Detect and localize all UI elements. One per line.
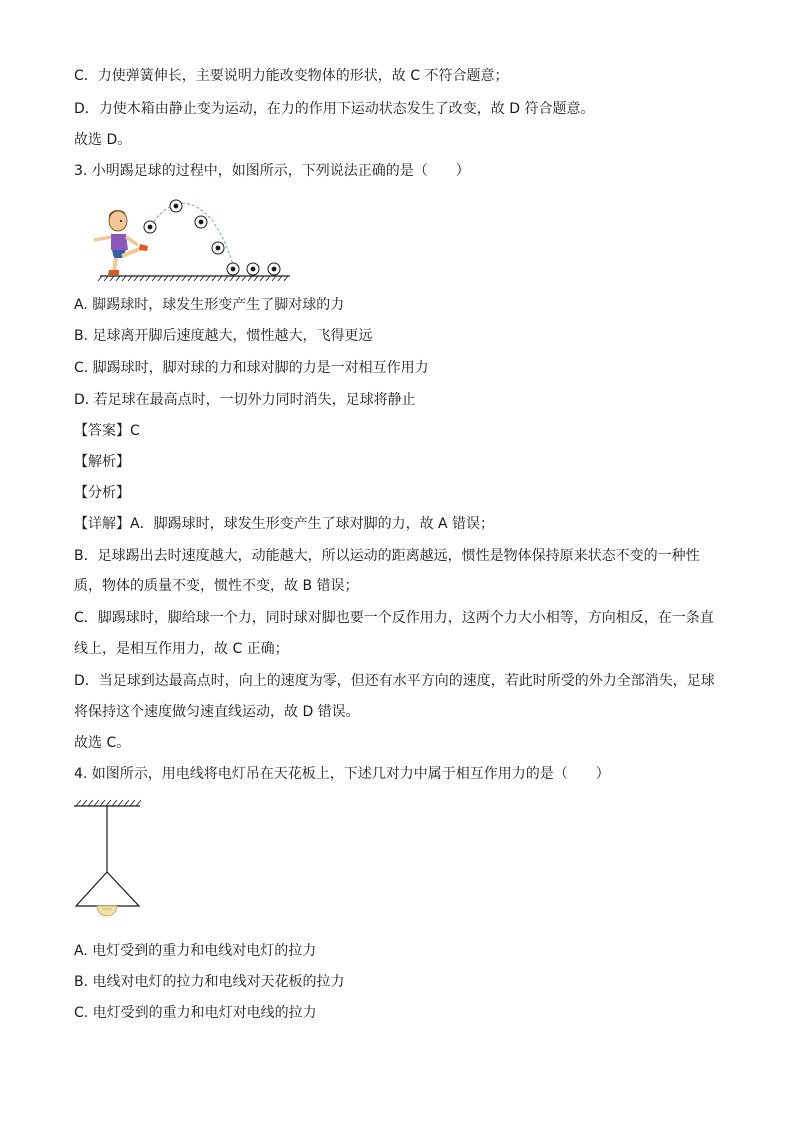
answer-value: C	[130, 423, 140, 439]
q3-detail-c-line2: 线上，是相互作用力，故 C 正确；	[74, 641, 289, 657]
prev-option-c-explanation: C．力使弹簧伸长，主要说明力能改变物体的形状，故 C 不符合题意；	[74, 68, 509, 84]
answer-label: 【答案】	[74, 423, 130, 439]
q4-lamp-figure	[70, 796, 150, 924]
q3-detail-d-line1: D．当足球到达最高点时，向上的速度为零，但还有水平方向的速度，若此时所受的外力全部消失，足球	[74, 673, 715, 689]
q3-stem: 3. 小明踢足球的过程中，如图所示，下列说法正确的是（ ）	[74, 163, 470, 179]
q3-option-c: C. 脚踢球时，脚对球的力和球对脚的力是一对相互作用力	[74, 360, 429, 376]
q3-detail-c-line1: C．脚踢球时，脚给球一个力，同时球对脚也要一个反作用力，这两个力大小相等，方向相反，在一条直	[74, 610, 714, 626]
prev-conclusion: 故选 D。	[74, 132, 132, 148]
ball-trajectory	[148, 203, 234, 268]
detail-a-text: A．脚踢球时，球发生形变产生了球对脚的力，故 A 错误；	[130, 516, 495, 532]
ceiling-hatching	[76, 800, 141, 806]
q3-detail-b-line1: B．足球踢出去时速度越大，动能越大，所以运动的距离越远，惯性是物体保持原来状态不变的一种性	[74, 548, 700, 564]
prev-option-d-explanation: D．力使木箱由静止变为运动，在力的作用下运动状态发生了改变，故 D 符合题意。	[74, 101, 595, 117]
boy-figure	[94, 210, 148, 275]
q3-fenxi-label: 【分析】	[74, 485, 130, 501]
q3-detail-a	[74, 514, 494, 534]
soccer-kick-illustration	[86, 190, 298, 286]
q3-option-d: D. 若足球在最高点时，一切外力同时消失，足球将静止	[74, 392, 416, 408]
q3-detail-d-line2: 将保持这个速度做匀速直线运动，故 D 错误。	[74, 704, 360, 720]
soccer-balls	[144, 200, 280, 275]
q3-conclusion: 故选 C。	[74, 735, 131, 751]
q4-option-b: B. 电线对电灯的拉力和电线对天花板的拉力	[74, 974, 345, 990]
lamp-shade	[76, 872, 139, 906]
q3-answer	[74, 421, 140, 441]
q4-stem: 4. 如图所示，用电线将电灯吊在天花板上，下述几对力中属于相互作用力的是（ ）	[74, 766, 610, 782]
ground-hatching	[98, 276, 288, 281]
q4-option-c: C. 电灯受到的重力和电灯对电线的拉力	[74, 1005, 317, 1021]
detail-label: 【详解】	[74, 516, 130, 532]
q3-option-b: B. 足球离开脚后速度越大，惯性越大，飞得更远	[74, 328, 373, 344]
q4-option-a: A. 电灯受到的重力和电线对电灯的拉力	[74, 943, 317, 959]
hanging-lamp-illustration	[70, 796, 150, 924]
q3-soccer-figure	[86, 190, 298, 286]
light-bulb	[97, 906, 117, 916]
q3-detail-b-line2: 质，物体的质量不变，惯性不变，故 B 错误；	[74, 578, 359, 594]
q3-option-a: A. 脚踢球时，球发生形变产生了脚对球的力	[74, 297, 345, 313]
q3-analysis-label: 【解析】	[74, 454, 130, 470]
